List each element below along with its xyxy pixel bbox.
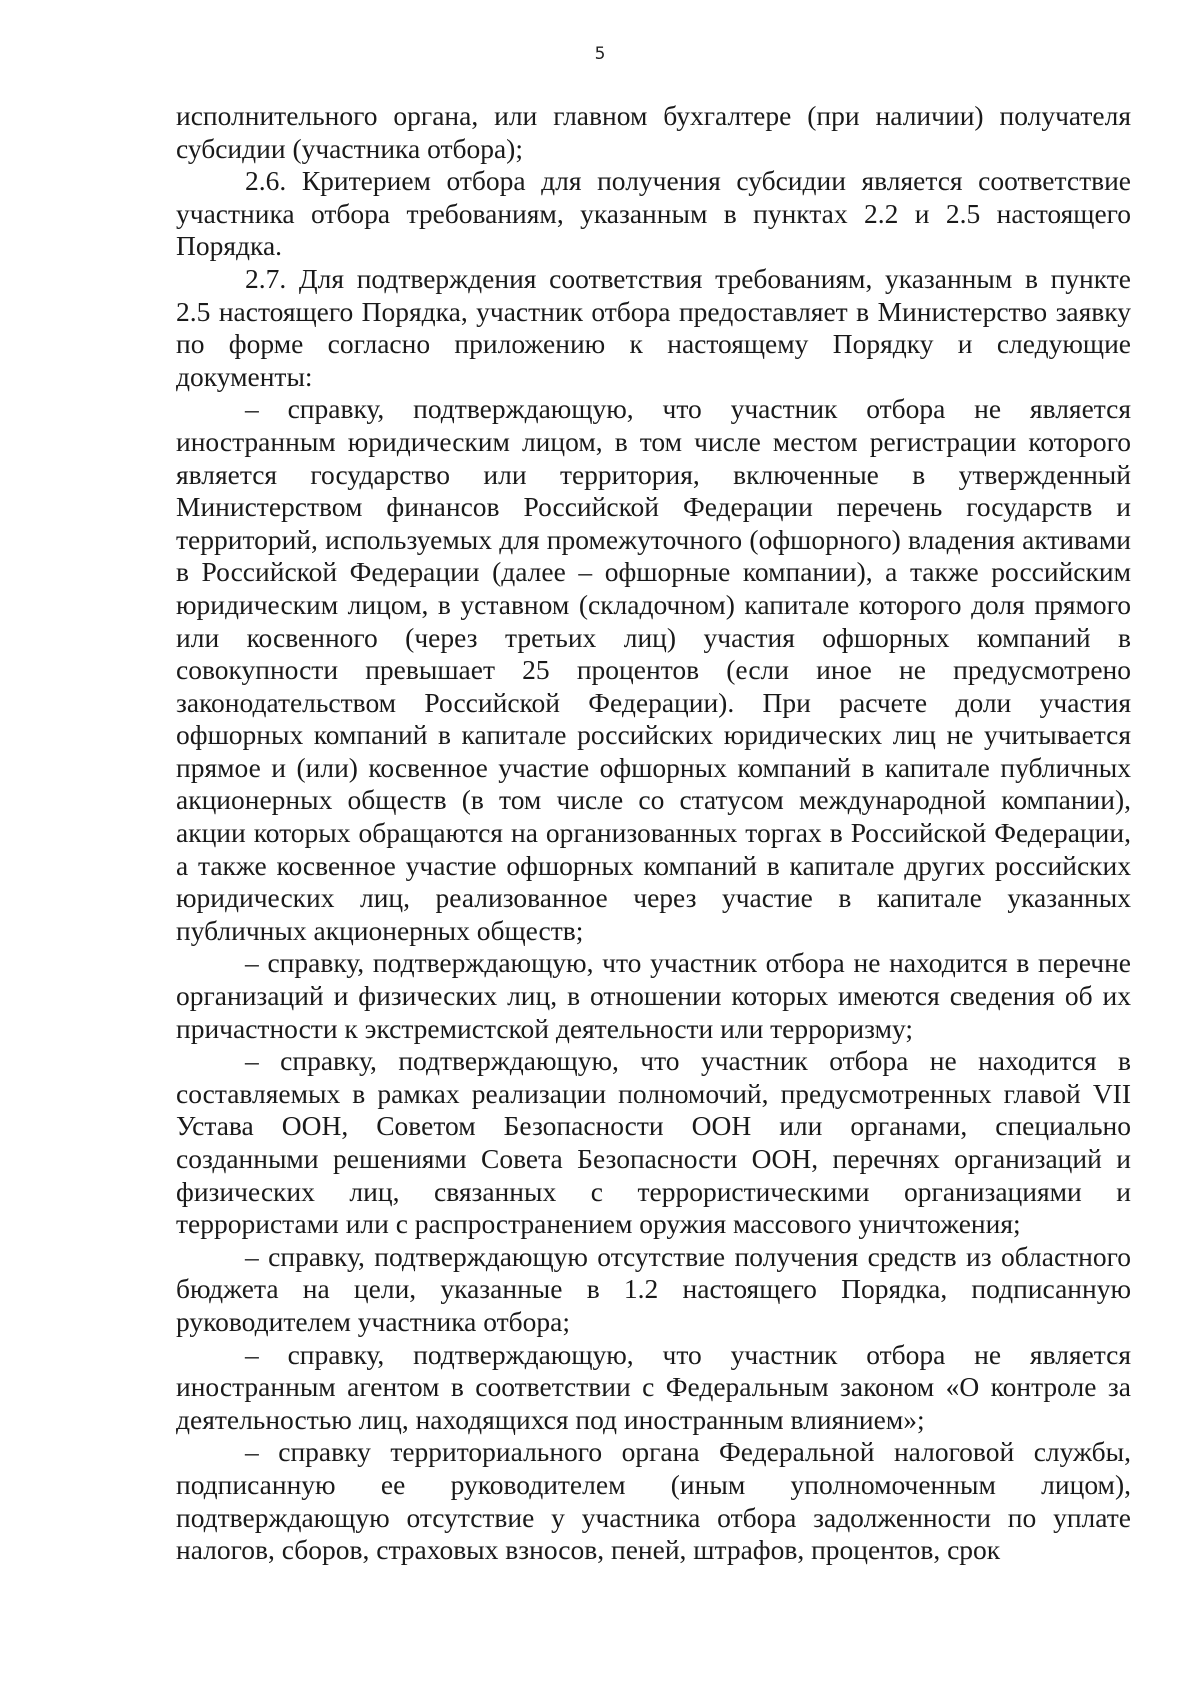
- document-body: [176, 100, 1131, 1567]
- list-item-foreign-agent-certificate: – справку, подтверждающую, что участник отбора не является иностранным агентом в соответствии с Федеральным законом «О контроле за деятельностью лиц, находящихся под иностранным влиянием»;: [176, 1338, 1131, 1435]
- list-item-tax-certificate: – справку территориального органа Федеральной налоговой службы, подписанную ее руководителем (иным уполномоченным лицом), подтверждающую отсутствие у участника отбора задолженности по уплате налогов, сборов, страховых взносов, пеней, штрафов, процентов, срок: [176, 1436, 1131, 1566]
- page-number: 5: [594, 44, 606, 64]
- list-item-un-lists-certificate: – справку, подтверждающую, что участник отбора не находится в составляемых в рамках реализации полномочий, предусмотренных главой VII Устава ООН, Советом Безопасности ООН или органами, специально созданными решениями Совета Безопасности ООН, перечнях организаций и физических лиц, связанных с террористическими организациями и террористами или с распространением оружия массового уничтожения;: [176, 1045, 1131, 1240]
- paragraph-2-7: 2.7. Для подтверждения соответствия требованиям, указанным в пункте 2.5 настоящего Порядка, участник отбора предоставляет в Министерство заявку по форме согласно приложению к настоящему Порядку и следующие документы:: [176, 262, 1131, 392]
- list-item-extremism-certificate: – справку, подтверждающую, что участник отбора не находится в перечне организаций и физических лиц, в отношении которых имеются сведения об их причастности к экстремистской деятельности или терроризму;: [176, 947, 1131, 1044]
- list-item-offshore-certificate: – справку, подтверждающую, что участник отбора не является иностранным юридическим лицом, в том числе местом регистрации которого является государство или территория, включенные в утвержденный Министерством финансов Российской Федерации перечень государств и территорий, используемых для промежуточного (офшорного) владения активами в Российской Федерации (далее – офшорные компании), а также российским юридическим лицом, в уставном (складочном) капитале которого доля прямого или косвенного (через третьих лиц) участия офшорных компаний в совокупности превышает 25 процентов (если иное не предусмотрено законодательством Российской Федерации). При расчете доли участия офшорных компаний в капитале российских юридических лиц не учитывается прямое и (или) косвенное участие офшорных компаний в капитале публичных акционерных обществ (в том числе со статусом международной компании), акции которых обращаются на организованных торгах в Российской Федерации, а также косвенное участие офшорных компаний в капитале других российских юридических лиц, реализованное через участие в капитале указанных публичных акционерных обществ;: [176, 393, 1131, 946]
- paragraph-continuation: исполнительного органа, или главном бухгалтере (при наличии) получателя субсидии (участника отбора);: [176, 100, 1131, 164]
- list-item-regional-budget-certificate: – справку, подтверждающую отсутствие получения средств из областного бюджета на цели, указанные в 1.2 настоящего Порядка, подписанную руководителем участника отбора;: [176, 1240, 1131, 1337]
- paragraph-2-6: 2.6. Критерием отбора для получения субсидии является соответствие участника отбора требованиям, указанным в пунктах 2.2 и 2.5 настоящего Порядка.: [176, 165, 1131, 262]
